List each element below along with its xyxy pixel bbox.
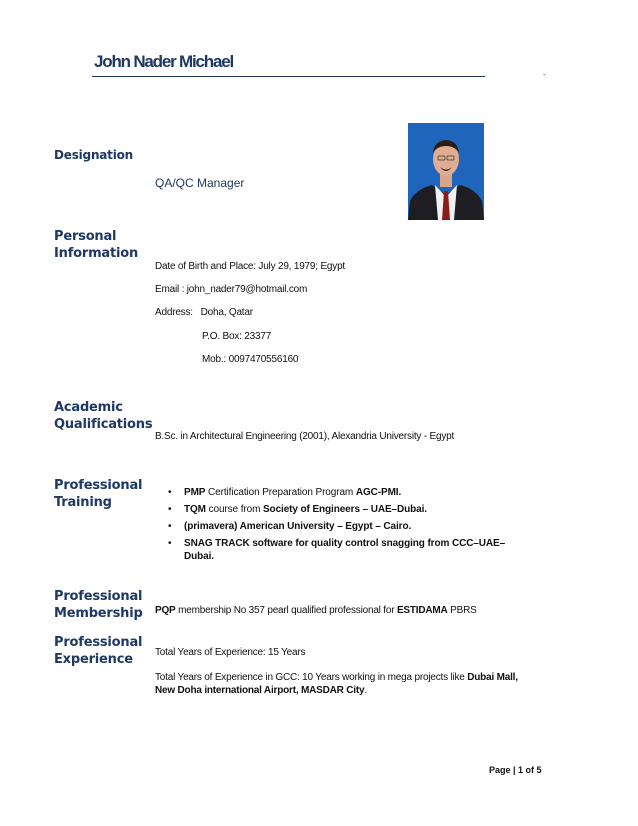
candidate-name: John Nader Michael <box>94 52 233 71</box>
membership-heading <box>54 588 143 622</box>
training-item <box>162 486 542 499</box>
bullet-icon: • <box>168 521 172 532</box>
training-item <box>162 503 542 516</box>
designation-heading: Designation <box>54 148 134 162</box>
membership-heading-line2: Membership <box>54 606 143 621</box>
experience-gcc-projects: Dubai Mall, New Doha international Airport, MASDAR City <box>155 672 518 696</box>
designation-value: QA/QC Manager <box>155 176 245 190</box>
header-rule <box>92 76 485 77</box>
mobile-text: Mob.: 0097470556160 <box>202 354 299 365</box>
degree-text: B.Sc. in Architectural Engineering (2001), Alexandria University - Egypt <box>155 431 455 442</box>
training-item <box>162 520 542 533</box>
estidama-label: ESTIDAMA <box>396 605 448 616</box>
membership-text <box>155 605 477 616</box>
training-heading-line2: Training <box>54 495 112 510</box>
page-number: Page | 1 of 5 <box>489 765 542 775</box>
pobox-text: P.O. Box: 23377 <box>202 331 272 342</box>
experience-heading-line2: Experience <box>54 652 133 667</box>
address-text: Address: Doha, Qatar <box>155 307 253 318</box>
experience-total: Total Years of Experience: 15 Years <box>155 647 306 658</box>
training-heading <box>54 477 142 511</box>
training-item-bold: Society of Engineers – UAE–Dubai. <box>262 504 427 515</box>
training-item-bold: SNAG TRACK software for quality control snagging from CCC–UAE–Dubai. <box>184 538 506 562</box>
experience-heading-line1: Professional <box>54 635 143 650</box>
personal-heading <box>54 228 138 262</box>
experience-gcc-text: Total Years of Experience in GCC: 10 Years working in mega projects like <box>155 672 468 683</box>
academic-heading <box>54 399 152 433</box>
experience-heading <box>54 634 142 668</box>
header-dash: - <box>543 70 546 79</box>
training-item-bold: AGC-PMI. <box>355 487 402 498</box>
training-item-bold: TQM <box>184 504 206 515</box>
training-list <box>162 486 542 567</box>
academic-heading-line2: Qualifications <box>54 417 153 432</box>
membership-suffix: PBRS <box>447 605 477 616</box>
experience-gcc <box>155 671 540 697</box>
email-text: Email : john_nader79@hotmail.com <box>155 284 308 295</box>
membership-heading-line1: Professional <box>54 589 143 604</box>
bullet-icon: • <box>168 487 172 498</box>
dob-text: Date of Birth and Place: July 29, 1979; Egypt <box>155 261 346 272</box>
membership-desc: membership No 357 pearl qualified professional for <box>175 605 397 616</box>
personal-heading-line1: Personal <box>54 229 117 244</box>
bullet-icon: • <box>168 538 172 549</box>
training-heading-line1: Professional <box>54 478 143 493</box>
profile-photo <box>408 123 484 220</box>
training-item-bold: (primavera) American University – Egypt – Cairo. <box>184 521 412 532</box>
experience-gcc-end: . <box>364 685 367 696</box>
academic-heading-line1: Academic <box>54 400 123 415</box>
personal-heading-line2: Information <box>54 246 139 261</box>
training-item <box>162 537 529 563</box>
training-item-text: Certification Preparation Program <box>205 487 356 498</box>
bullet-icon: • <box>168 504 172 515</box>
training-item-bold: PMP <box>184 487 206 498</box>
pqp-label: PQP <box>155 605 176 616</box>
training-item-text: course from <box>205 504 263 515</box>
